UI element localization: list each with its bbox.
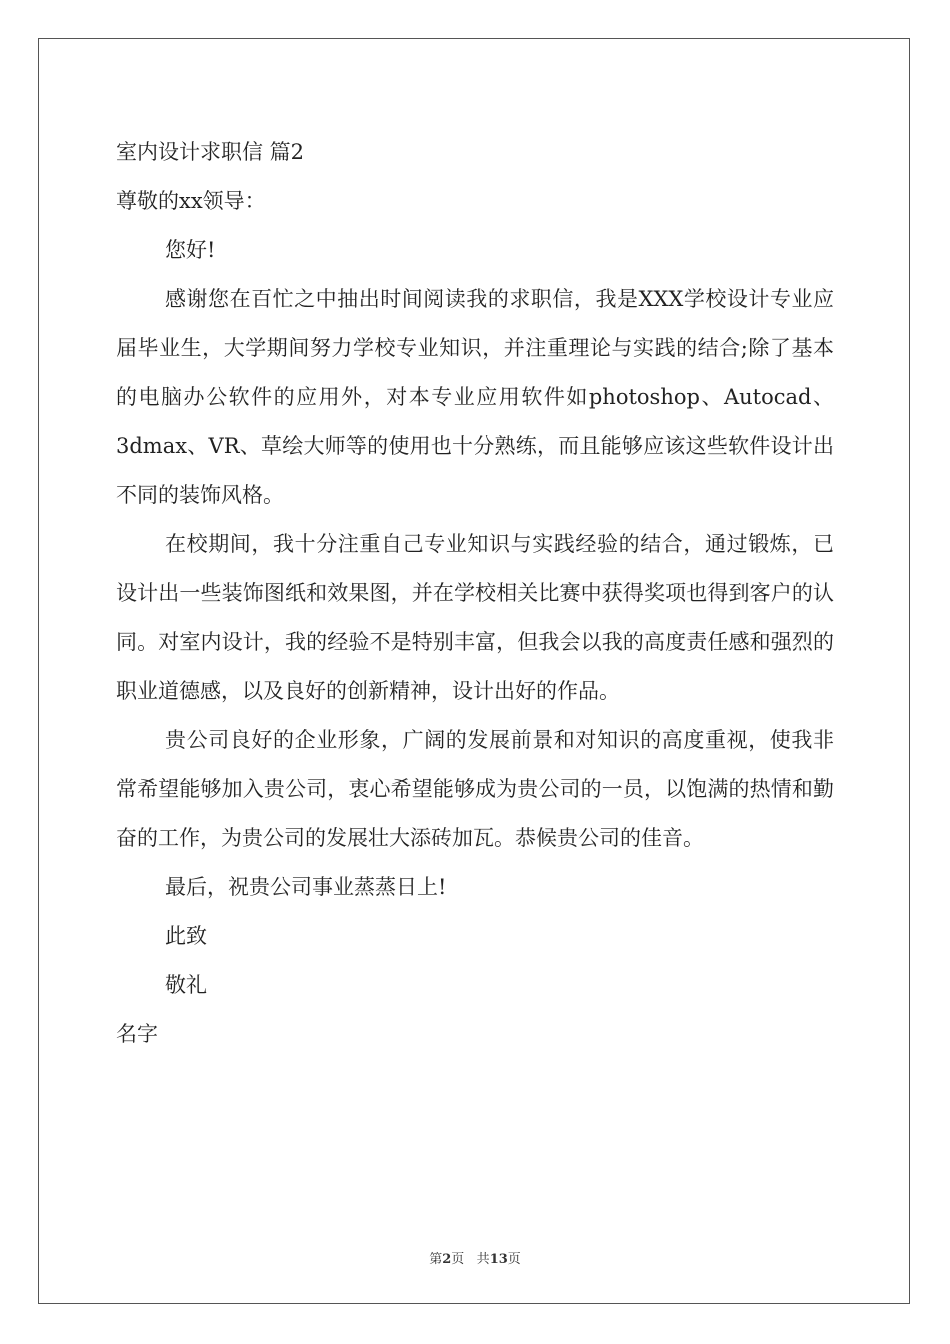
salutation: 尊敬的xx领导：	[116, 189, 266, 213]
paragraph-intro: 感谢您在百忙之中抽出时间阅读我的求职信，我是XXX学校设计专业应届毕业生，大学期间努力学校专业知识，并注重理论与实践的结合;除了基本的电脑办公软件的应用外，对本专业应用软件如photoshop、Autocad、3dmax、VR、草绘大师等的使用也十分熟练，而且能够应该这些软件设计出不同的装饰风格。	[116, 287, 834, 507]
closing-ci-zhi: 此致	[165, 924, 207, 948]
greeting: 您好!	[165, 238, 216, 262]
closing-wish: 最后，祝贵公司事业蒸蒸日上!	[165, 875, 447, 899]
total-prefix: 共	[476, 1252, 490, 1267]
paragraph-experience: 在校期间，我十分注重自己专业知识与实践经验的结合，通过锻炼，已设计出一些装饰图纸和效果图，并在学校相关比赛中获得奖项也得到客户的认同。对室内设计，我的经验不是特别丰富，但我会以我的高度责任感和强烈的职业道德感，以及良好的创新精神，设计出好的作品。	[116, 532, 834, 703]
page-number: 2	[442, 1252, 452, 1267]
letter-body	[116, 128, 834, 1059]
page-footer	[0, 1248, 950, 1267]
total-suffix: 页	[507, 1252, 521, 1267]
document-title: 室内设计求职信 篇2	[116, 140, 305, 164]
paragraph-motivation: 贵公司良好的企业形象，广阔的发展前景和对知识的高度重视，使我非常希望能够加入贵公司，衷心希望能够成为贵公司的一员，以饱满的热情和勤奋的工作，为贵公司的发展壮大添砖加瓦。恭候贵公司的佳音。	[116, 728, 834, 850]
total-pages: 13	[489, 1252, 508, 1267]
page-suffix: 页	[451, 1252, 465, 1267]
signature: 名字	[116, 1022, 158, 1046]
closing-jing-li: 敬礼	[165, 973, 207, 997]
page-prefix: 第	[429, 1252, 443, 1267]
